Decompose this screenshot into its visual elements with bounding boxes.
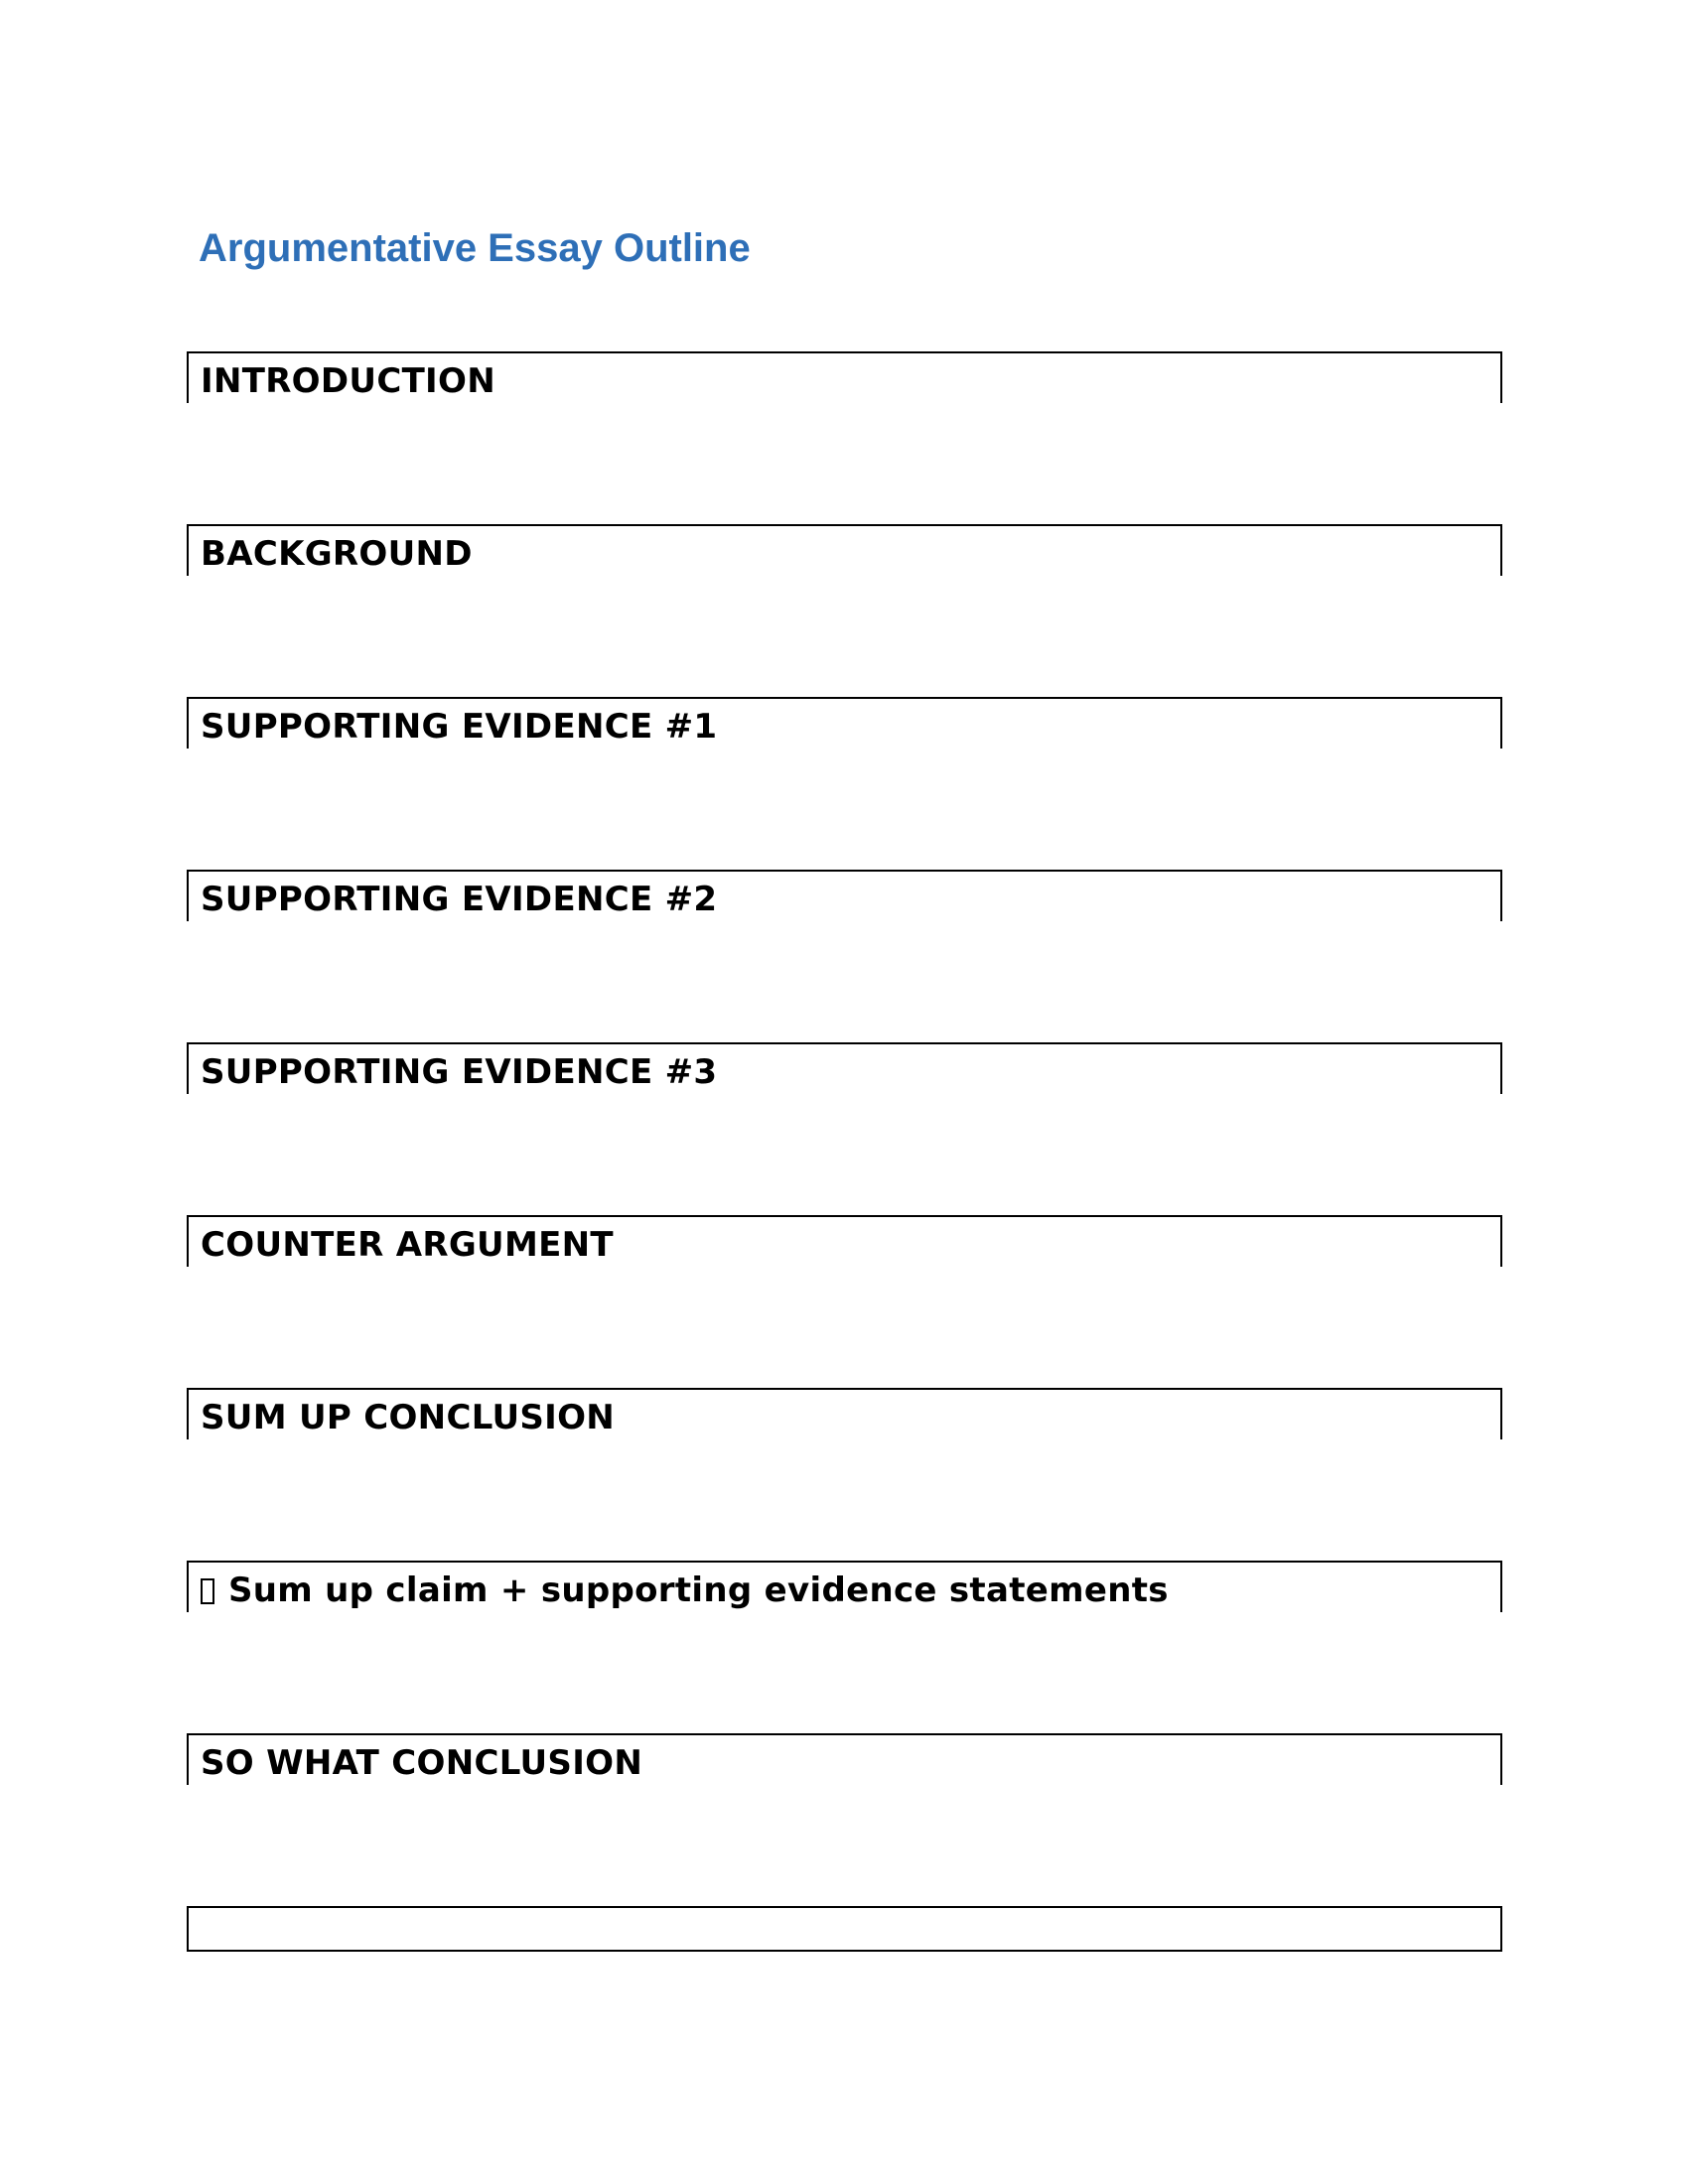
section-supporting-evidence-1 — [187, 697, 1502, 749]
missing-glyph-icon — [201, 1578, 214, 1604]
section-introduction — [187, 351, 1502, 403]
section-label: COUNTER ARGUMENT — [201, 1225, 614, 1265]
document-title: Argumentative Essay Outline — [199, 226, 751, 270]
section-label: SUPPORTING EVIDENCE #3 — [201, 1052, 718, 1092]
section-supporting-evidence-3 — [187, 1042, 1502, 1094]
section-label: SUPPORTING EVIDENCE #2 — [201, 880, 718, 919]
section-label: SO WHAT CONCLUSION — [201, 1743, 643, 1783]
section-counter-argument — [187, 1215, 1502, 1267]
section-label: INTRODUCTION — [201, 361, 495, 401]
section-label: SUM UP CONCLUSION — [201, 1398, 616, 1437]
section-label: BACKGROUND — [201, 534, 473, 574]
section-sum-up-claim — [187, 1561, 1502, 1612]
section-background — [187, 524, 1502, 576]
section-supporting-evidence-2 — [187, 870, 1502, 921]
section-bullet-item — [201, 1570, 1169, 1610]
section-so-what-conclusion — [187, 1733, 1502, 1785]
section-sum-up-conclusion — [187, 1388, 1502, 1439]
section-label: Sum up claim + supporting evidence statements — [228, 1570, 1169, 1610]
section-label: SUPPORTING EVIDENCE #1 — [201, 707, 718, 747]
section-empty-box — [187, 1906, 1502, 1952]
